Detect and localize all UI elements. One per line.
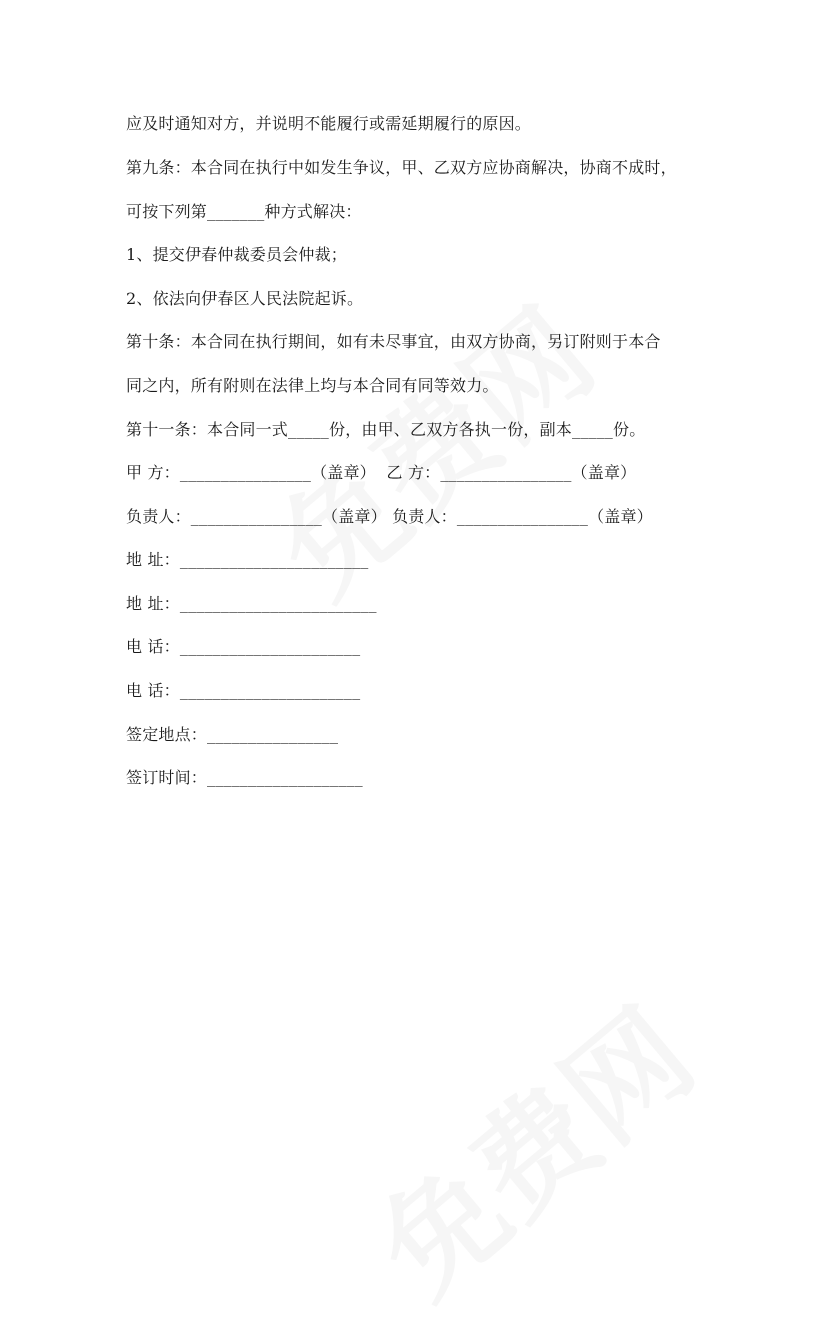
- article-11: 第十一条：本合同一式_____份，由甲、乙双方各执一份，副本_____份。: [126, 420, 646, 439]
- watermark: [237, 264, 623, 627]
- article-10-line-1: 第十条：本合同在执行期间，如有未尽事宜，由双方协商，另订附则于本合: [126, 332, 661, 351]
- address-field-party-b: 地 址：________________________: [126, 594, 377, 613]
- address-field-party-a: 地 址：_______________________: [126, 550, 369, 569]
- party-signature-line: 甲 方：________________（盖章） 乙 方：________________（盖章）: [126, 463, 637, 482]
- article-9-line-2: 可按下列第_______种方式解决：: [126, 202, 362, 221]
- watermark: [337, 964, 723, 1327]
- signing-place-field: 签定地点：________________: [126, 725, 339, 744]
- phone-field-party-b: 电 话：______________________: [126, 681, 361, 700]
- article-9-line-1: 第九条：本合同在执行中如发生争议，甲、乙双方应协商解决，协商不成时，: [126, 158, 677, 177]
- representative-signature-line: 负责人：________________（盖章） 负责人：________________（盖章）: [126, 507, 653, 526]
- signing-date-field: 签订时间：___________________: [126, 768, 363, 787]
- article-10-line-2: 同之内，所有附则在法律上均与本合同有同等效力。: [126, 376, 499, 395]
- phone-field-party-a: 电 话：______________________: [126, 637, 361, 656]
- text-line-delay-notice: 应及时通知对方，并说明不能履行或需延期履行的原因。: [126, 114, 532, 133]
- option-court: 2、依法向伊春区人民法院起诉。: [126, 289, 364, 308]
- option-arbitration: 1、提交伊春仲裁委员会仲裁；: [126, 245, 347, 264]
